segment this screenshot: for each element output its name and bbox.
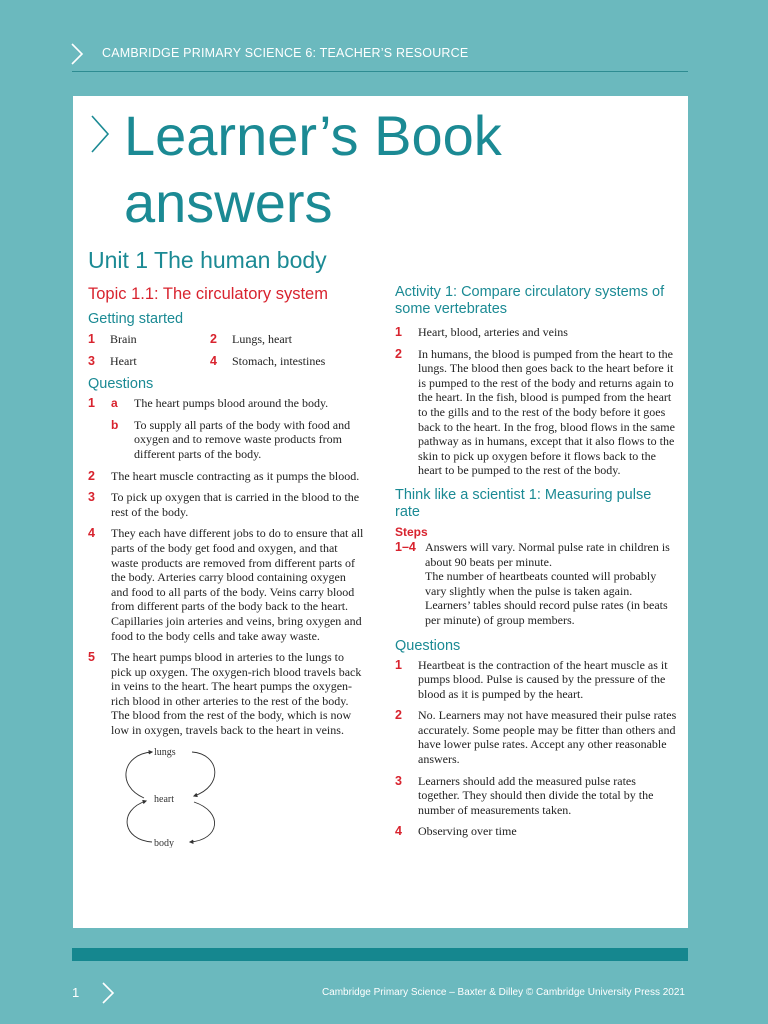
list-item xyxy=(88,650,366,738)
answer-text: To supply all parts of the body with food and oxygen and to remove waste products from different parts of the body. xyxy=(134,417,351,461)
list-item-number: 3 xyxy=(88,353,95,368)
page-title-line-2: answers xyxy=(124,171,333,234)
question-letter: b xyxy=(111,417,119,432)
answer-text: The heart pumps blood in arteries to the lungs to pick up oxygen. The oxygen-rich blood travels back in veins to the heart. The heart pumps the oxygen-rich blood in other arteries to the rest of the body. The blood from the rest of the body, which is now low in oxygen, travels back to the heart in veins. xyxy=(111,650,362,738)
question-number: 1 xyxy=(395,325,402,339)
page-content xyxy=(73,96,688,928)
answer-text: Answers will vary. Normal pulse rate in children is about 90 beats per minute. xyxy=(425,539,670,569)
diagram-label-heart: heart xyxy=(154,793,174,805)
question-number: 4 xyxy=(395,824,402,839)
diagram-label-lungs: lungs xyxy=(154,746,176,758)
questions-heading: Questions xyxy=(88,376,154,393)
diagram-label-body: body xyxy=(154,837,174,848)
circulation-arrow xyxy=(190,802,215,842)
answer-text: To pick up oxygen that is carried in the blood to the rest of the body. xyxy=(111,490,360,519)
list-item xyxy=(88,396,366,411)
circulation-arrow xyxy=(127,801,152,842)
answer-text: Heart, blood, arteries and veins xyxy=(418,325,568,339)
list-item-text: Lungs, heart xyxy=(232,332,292,346)
right-column xyxy=(395,284,677,839)
circulation-arrow xyxy=(192,752,215,796)
list-item-number: 2 xyxy=(210,332,217,346)
chevron-right-icon xyxy=(89,113,111,155)
list-item-text: Heart xyxy=(110,353,137,368)
answer-text: The heart muscle contracting as it pumps the blood. xyxy=(111,468,360,483)
think-like-a-scientist-heading: Think like a scientist 1: Measuring pulse rate xyxy=(395,486,652,520)
circulation-diagram xyxy=(124,746,224,848)
list-item-number: 4 xyxy=(210,353,217,368)
list-item xyxy=(395,708,677,766)
list-item xyxy=(88,490,366,519)
list-item xyxy=(395,540,677,628)
list-item xyxy=(395,774,677,818)
steps-number: 1–4 xyxy=(395,539,416,554)
list-item xyxy=(88,526,366,643)
footer-copyright: Cambridge Primary Science – Baxter & Dilley © Cambridge University Press 2021 xyxy=(321,987,685,998)
list-item-text: Stomach, intestines xyxy=(232,353,326,368)
list-item xyxy=(395,347,677,478)
question-number: 3 xyxy=(88,490,95,505)
question-number: 2 xyxy=(395,708,402,723)
answer-text: They each have different jobs to do to ensure that all parts of the body get food and oxygen, and that waste products are removed from different parts of the body. Arteries carry blood containing oxygen and food to all parts of the body. Veins carry blood from different parts of the body back to the heart. Capillaries join arteries and veins, bring oxygen and food to the body cells and take away waste. xyxy=(111,526,364,643)
footer-band xyxy=(72,948,688,961)
circulation-arrow xyxy=(126,752,152,798)
answer-text: The heart pumps blood around the body. xyxy=(134,396,329,411)
list-item xyxy=(395,824,677,839)
list-item xyxy=(111,418,366,462)
page-title-line-1: Learner’s Book xyxy=(124,104,502,167)
chevron-right-icon xyxy=(101,981,115,1005)
answer-text: Observing over time xyxy=(418,824,517,839)
answer-text: Learners’ tables should record pulse rates (in beats per minute) of group members. xyxy=(425,598,668,627)
page-number: 1 xyxy=(72,985,80,1000)
activity-heading: Activity 1: Compare circulatory systems of some vertebrates xyxy=(395,284,665,317)
answer-text: Learners should add the measured pulse rates together. They should then divide the total by the number of measurements taken. xyxy=(418,773,654,817)
list-item xyxy=(395,325,677,340)
topic-title: Topic 1.1: The circulatory system xyxy=(88,285,328,303)
getting-started-list xyxy=(88,332,366,368)
list-item xyxy=(88,469,366,484)
question-number: 2 xyxy=(88,468,95,483)
question-number: 1 xyxy=(395,657,402,672)
answer-text: The number of heartbeats counted will probably vary slightly when the pulse is taken again. xyxy=(425,569,657,598)
question-number: 3 xyxy=(395,773,402,788)
page-title xyxy=(124,102,502,236)
list-item-number: 1 xyxy=(88,332,95,346)
question-number: 4 xyxy=(88,526,95,541)
answer-text: No. Learners may not have measured their pulse rates accurately. Some people may be fitter than others and have lower pulse rates. Accept any other reasonable answers. xyxy=(418,708,677,767)
getting-started-heading: Getting started xyxy=(88,311,184,327)
question-number: 1 xyxy=(88,396,95,411)
chevron-right-icon xyxy=(70,42,84,66)
question-number: 5 xyxy=(88,650,95,665)
question-letter: a xyxy=(111,396,118,411)
steps-heading: Steps xyxy=(395,524,428,539)
left-column xyxy=(88,284,366,853)
question-number: 2 xyxy=(395,346,402,361)
unit-title: Unit 1 The human body xyxy=(88,247,327,273)
list-item xyxy=(395,658,677,702)
answer-text: In humans, the blood is pumped from the heart to the lungs. The blood then goes back to the heart before it is pumped to the rest of the body and returns again to the heart. In the fish, blood is pumped from the heart to the gills and to the rest of the body before it goes back to the heart. In the frog, blood flows in the same pathway as in humans, except that it also flows to the skin to pick up oxygen before it flows back to the heart to be pumped to the rest of the body. xyxy=(418,346,675,478)
list-item-text: Brain xyxy=(110,332,137,346)
header-divider xyxy=(72,71,688,72)
questions-heading: Questions xyxy=(395,637,461,654)
answer-text: Heartbeat is the contraction of the heart muscle as it pumps blood. Pulse is caused by the pressure of the blood as it is pumped by the heart. xyxy=(418,657,668,701)
header-title: CAMBRIDGE PRIMARY SCIENCE 6: TEACHER’S RESOURCE xyxy=(102,46,469,60)
